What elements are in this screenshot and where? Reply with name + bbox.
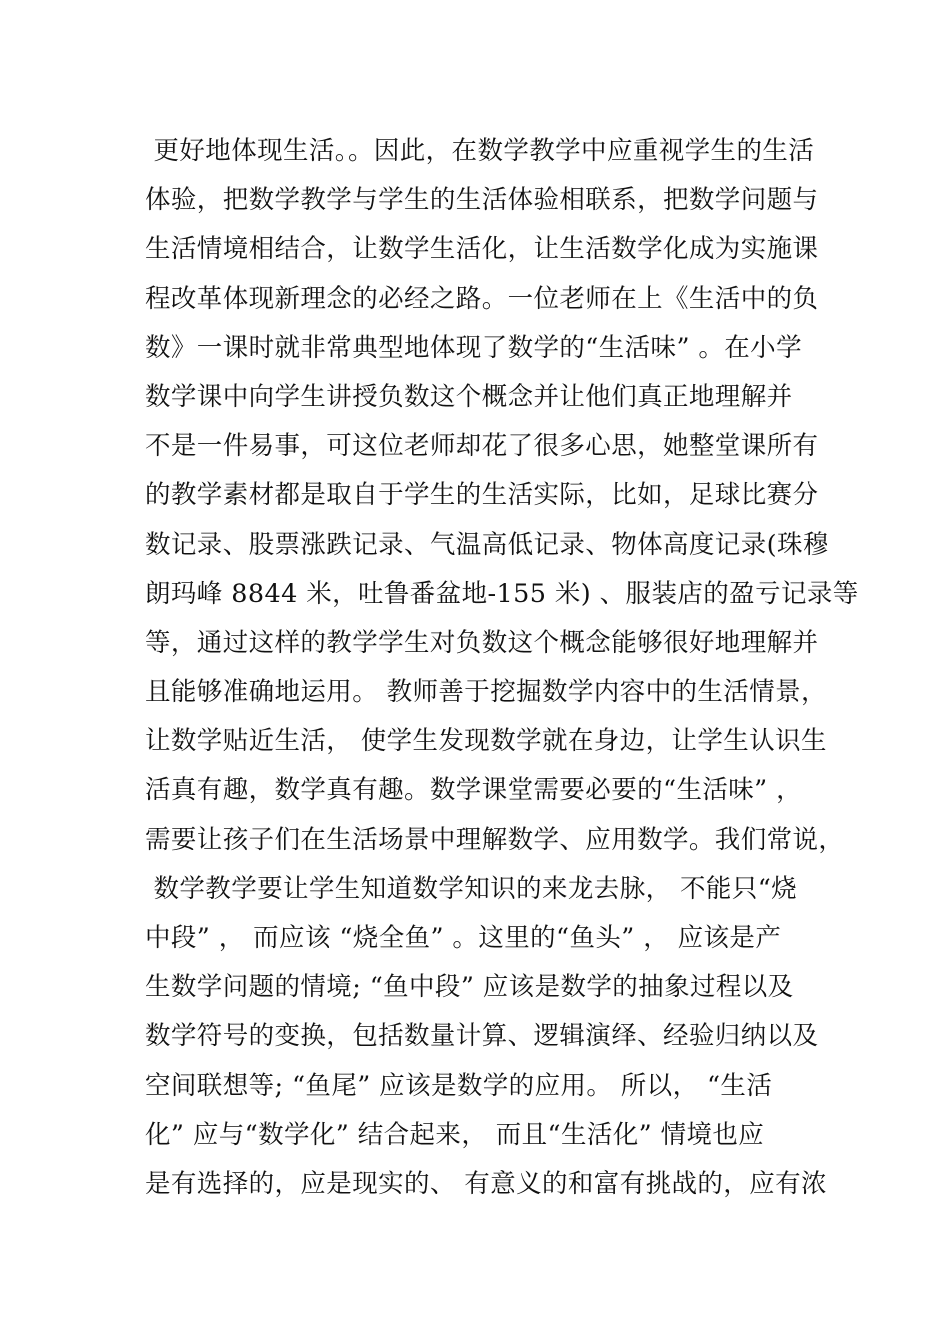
text-line: 空间联想等; “鱼尾” 应该是数学的应用。 所以， “生活	[145, 1070, 773, 1101]
text-line: 更好地体现生活。。因此，在数学教学中应重视学生的生活	[145, 136, 815, 166]
text-line: 数》一课时就非常典型地体现了数学的“生活味” 。在小学	[145, 332, 802, 363]
text-line: 让数学贴近生活， 使学生发现数学就在身边，让学生认识生	[145, 726, 827, 757]
text-line: 生数学问题的情境; “鱼中段” 应该是数学的抽象过程以及	[145, 972, 794, 1003]
text-line: 不是一件易事，可这位老师却花了很多心思，她整堂课所有	[145, 431, 819, 462]
text-line: 活真有趣，数学真有趣。数学课堂需要必要的“生活味” ，	[145, 775, 802, 806]
text-line: 的教学素材都是取自于学生的生活实际，比如，足球比赛分	[145, 480, 819, 511]
text-line: 数记录、股票涨跌记录、气温高低记录、物体高度记录(珠穆	[145, 529, 829, 560]
text-line: 中段” ， 而应该 “烧全鱼” 。这里的“鱼头” ， 应该是产	[145, 923, 782, 953]
text-line: 数学教学要让学生知道数学知识的来龙去脉， 不能只“烧	[145, 873, 798, 904]
text-line: 化” 应与“数学化” 结合起来， 而且“生活化” 情境也应	[145, 1119, 765, 1150]
text-line: 数学课中向学生讲授负数这个概念并让他们真正地理解并	[145, 381, 793, 412]
text-line: 程改革体现新理念的必经之路。一位老师在上《生活中的负	[145, 283, 819, 314]
text-line: 体验，把数学教学与学生的生活体验相联系，把数学问题与	[145, 185, 819, 216]
text-line: 等，通过这样的教学学生对负数这个概念能够很好地理解并	[145, 627, 819, 658]
text-line: 生活情境相结合，让数学生活化，让生活数学化成为实施课	[145, 234, 819, 265]
body-text	[145, 127, 859, 1209]
text-line: 数学符号的变换，包括数量计算、逻辑演绎、经验归纳以及	[145, 1021, 819, 1052]
text-line: 且能够准确地运用。 教师善于挖掘数学内容中的生活情景，	[145, 677, 827, 708]
text-line: 朗玛峰 8844 米，吐鲁番盆地-155 米) 、服装店的盈亏记录等	[145, 578, 859, 609]
text-line: 是有选择的，应是现实的、 有意义的和富有挑战的，应有浓	[145, 1168, 827, 1199]
text-line: 需要让孩子们在生活场景中理解数学、应用数学。我们常说，	[145, 824, 845, 855]
